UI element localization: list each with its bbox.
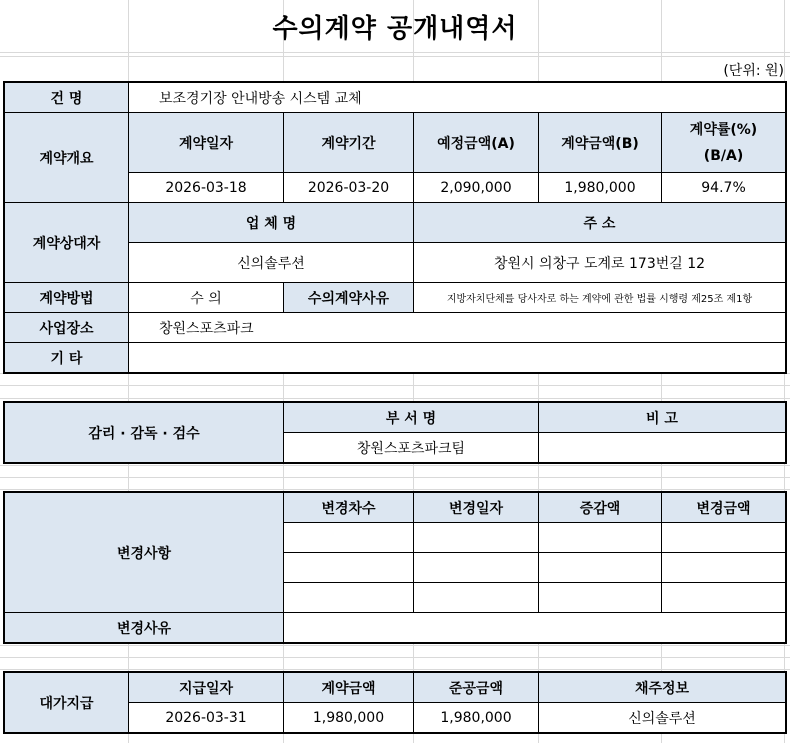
overview-header-amount: 계약금액(B)	[539, 113, 662, 173]
contract-name-label: 건 명	[5, 83, 129, 113]
changes-header-diff: 증감액	[539, 493, 662, 523]
payment-header-completion: 준공금액	[414, 673, 539, 703]
method-value: 수 의	[129, 283, 284, 313]
reason-value: 지방자치단체를 당사자로 하는 계약에 관한 법률 시행령 제25조 제1항	[414, 283, 786, 313]
overview-date-value: 2026-03-18	[129, 173, 284, 203]
overview-amount-value: 1,980,000	[539, 173, 662, 203]
overview-rate-value: 94.7%	[662, 173, 786, 203]
payment-header-contract: 계약금액	[284, 673, 414, 703]
payment-payee-value: 신의솔루션	[539, 703, 786, 733]
changes-label: 변경사항	[5, 493, 284, 613]
payment-contract-value: 1,980,000	[284, 703, 414, 733]
changes-header-date: 변경일자	[414, 493, 539, 523]
changes-cell	[662, 553, 786, 583]
overview-header-rate	[662, 113, 786, 173]
method-label: 계약방법	[5, 283, 129, 313]
changes-header-round: 변경차수	[284, 493, 414, 523]
address-header: 주 소	[414, 203, 786, 243]
workplace-label: 사업장소	[5, 313, 129, 343]
overview-header-rate-line2: (B/A)	[703, 147, 744, 164]
reason-label: 수의계약사유	[284, 283, 414, 313]
changes-cell	[414, 553, 539, 583]
changes-cell	[662, 523, 786, 553]
company-value: 신의솔루션	[129, 243, 414, 283]
company-header: 업 체 명	[129, 203, 414, 243]
supervision-label: 감리 · 감독 · 검수	[5, 403, 284, 463]
overview-header-estimated: 예정금액(A)	[414, 113, 539, 173]
address-value: 창원시 의창구 도계로 173번길 12	[414, 243, 786, 283]
page-title: 수의계약 공개내역서	[272, 14, 518, 44]
contract-table	[4, 82, 786, 373]
note-value	[539, 433, 786, 463]
overview-period-value: 2026-03-20	[284, 173, 414, 203]
change-reason-label: 변경사유	[5, 613, 284, 643]
etc-value	[129, 343, 786, 373]
changes-cell	[662, 583, 786, 613]
changes-table	[4, 492, 786, 643]
change-reason-value	[284, 613, 786, 643]
payment-date-value: 2026-03-31	[129, 703, 284, 733]
payment-completion-value: 1,980,000	[414, 703, 539, 733]
etc-label: 기 타	[5, 343, 129, 373]
overview-header-date: 계약일자	[129, 113, 284, 173]
dept-header: 부 서 명	[284, 403, 539, 433]
supervision-table	[4, 402, 786, 463]
changes-cell	[414, 583, 539, 613]
changes-cell	[284, 553, 414, 583]
overview-header-period: 계약기간	[284, 113, 414, 173]
payment-table	[4, 672, 786, 733]
dept-value: 창원스포츠파크팀	[284, 433, 539, 463]
payment-label: 대가지급	[5, 673, 129, 733]
unit-label: (단위: 원)	[723, 63, 784, 79]
overview-label: 계약개요	[5, 113, 129, 203]
overview-estimated-value: 2,090,000	[414, 173, 539, 203]
payment-header-payee: 채주정보	[539, 673, 786, 703]
changes-cell	[539, 583, 662, 613]
changes-cell	[284, 583, 414, 613]
contract-name-value: 보조경기장 안내방송 시스템 교체	[129, 83, 786, 113]
changes-cell	[284, 523, 414, 553]
changes-header-amount: 변경금액	[662, 493, 786, 523]
counterparty-label: 계약상대자	[5, 203, 129, 283]
overview-header-rate-line1: 계약률(%)	[689, 121, 758, 138]
payment-header-date: 지급일자	[129, 673, 284, 703]
workplace-value: 창원스포츠파크	[129, 313, 786, 343]
note-header: 비 고	[539, 403, 786, 433]
changes-cell	[539, 523, 662, 553]
changes-cell	[414, 523, 539, 553]
changes-cell	[539, 553, 662, 583]
